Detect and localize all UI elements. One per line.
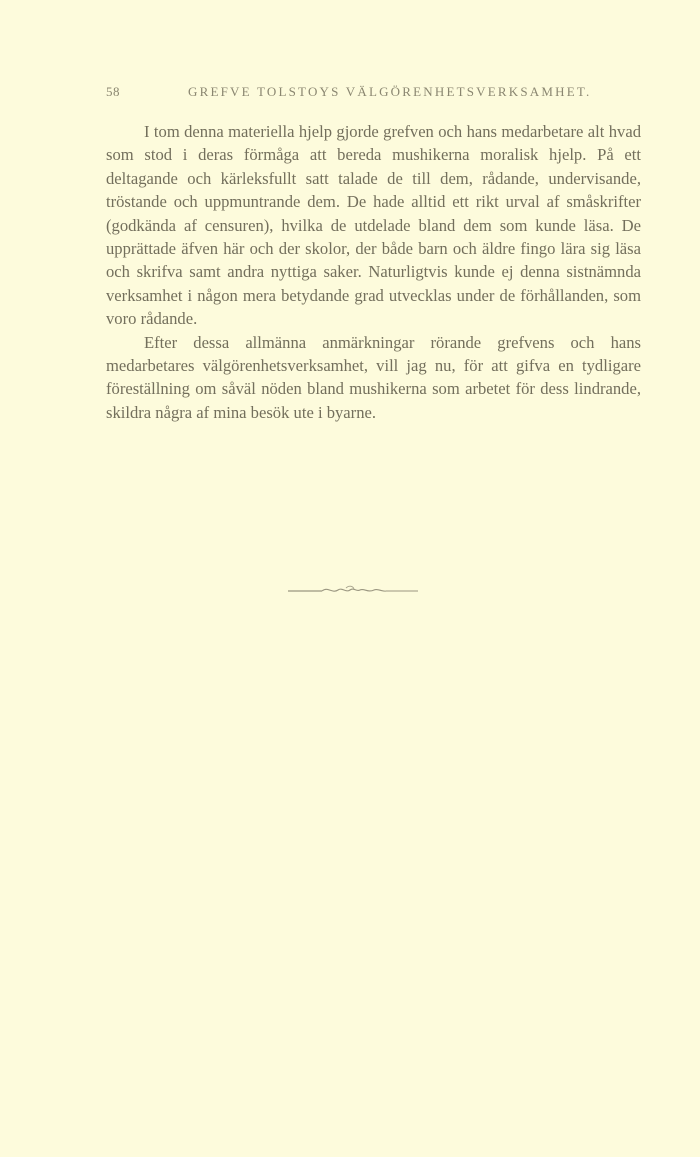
running-head bbox=[106, 84, 592, 104]
decorative-flourish-icon bbox=[286, 582, 420, 598]
paragraph-2: Efter dessa allmänna anmärkningar rörande grefvens och hans medarbetares välgörenhetsverksamhet, vill jag nu, för att gifva en tydligare föreställning om såväl nöden bland mushikerna som arbetet för dess lindrande, skildra några af mina besök ute i byarne. bbox=[106, 332, 641, 422]
paragraph-1: I tom denna materiella hjelp gjorde grefven och hans medarbetare alt hvad som stod i deras förmåga att bereda mushikerna moralisk hjelp. På ett deltagande och kärleksfullt satt talade de till dem, rådande, undervisande, tröstande och uppmuntrande dem. De hade alltid ett rikt urval af småskrifter (godkända af censuren), hvilka de utdelade bland dem som kunde läsa. De upprättade äfven här och der skolor, der både barn och äldre fingo lära sig läsa och skrifva samt andra nyttiga saker. Naturligtvis kunde ej denna sistnämnda verksamhet i någon mera betydande grad utvecklas under de förhållanden, som voro rådande. bbox=[106, 122, 641, 329]
body-text bbox=[106, 120, 641, 424]
running-title: GREFVE TOLSTOYS VÄLGÖRENHETSVERKSAMHET. bbox=[188, 84, 592, 99]
page-number: 58 bbox=[106, 84, 120, 99]
